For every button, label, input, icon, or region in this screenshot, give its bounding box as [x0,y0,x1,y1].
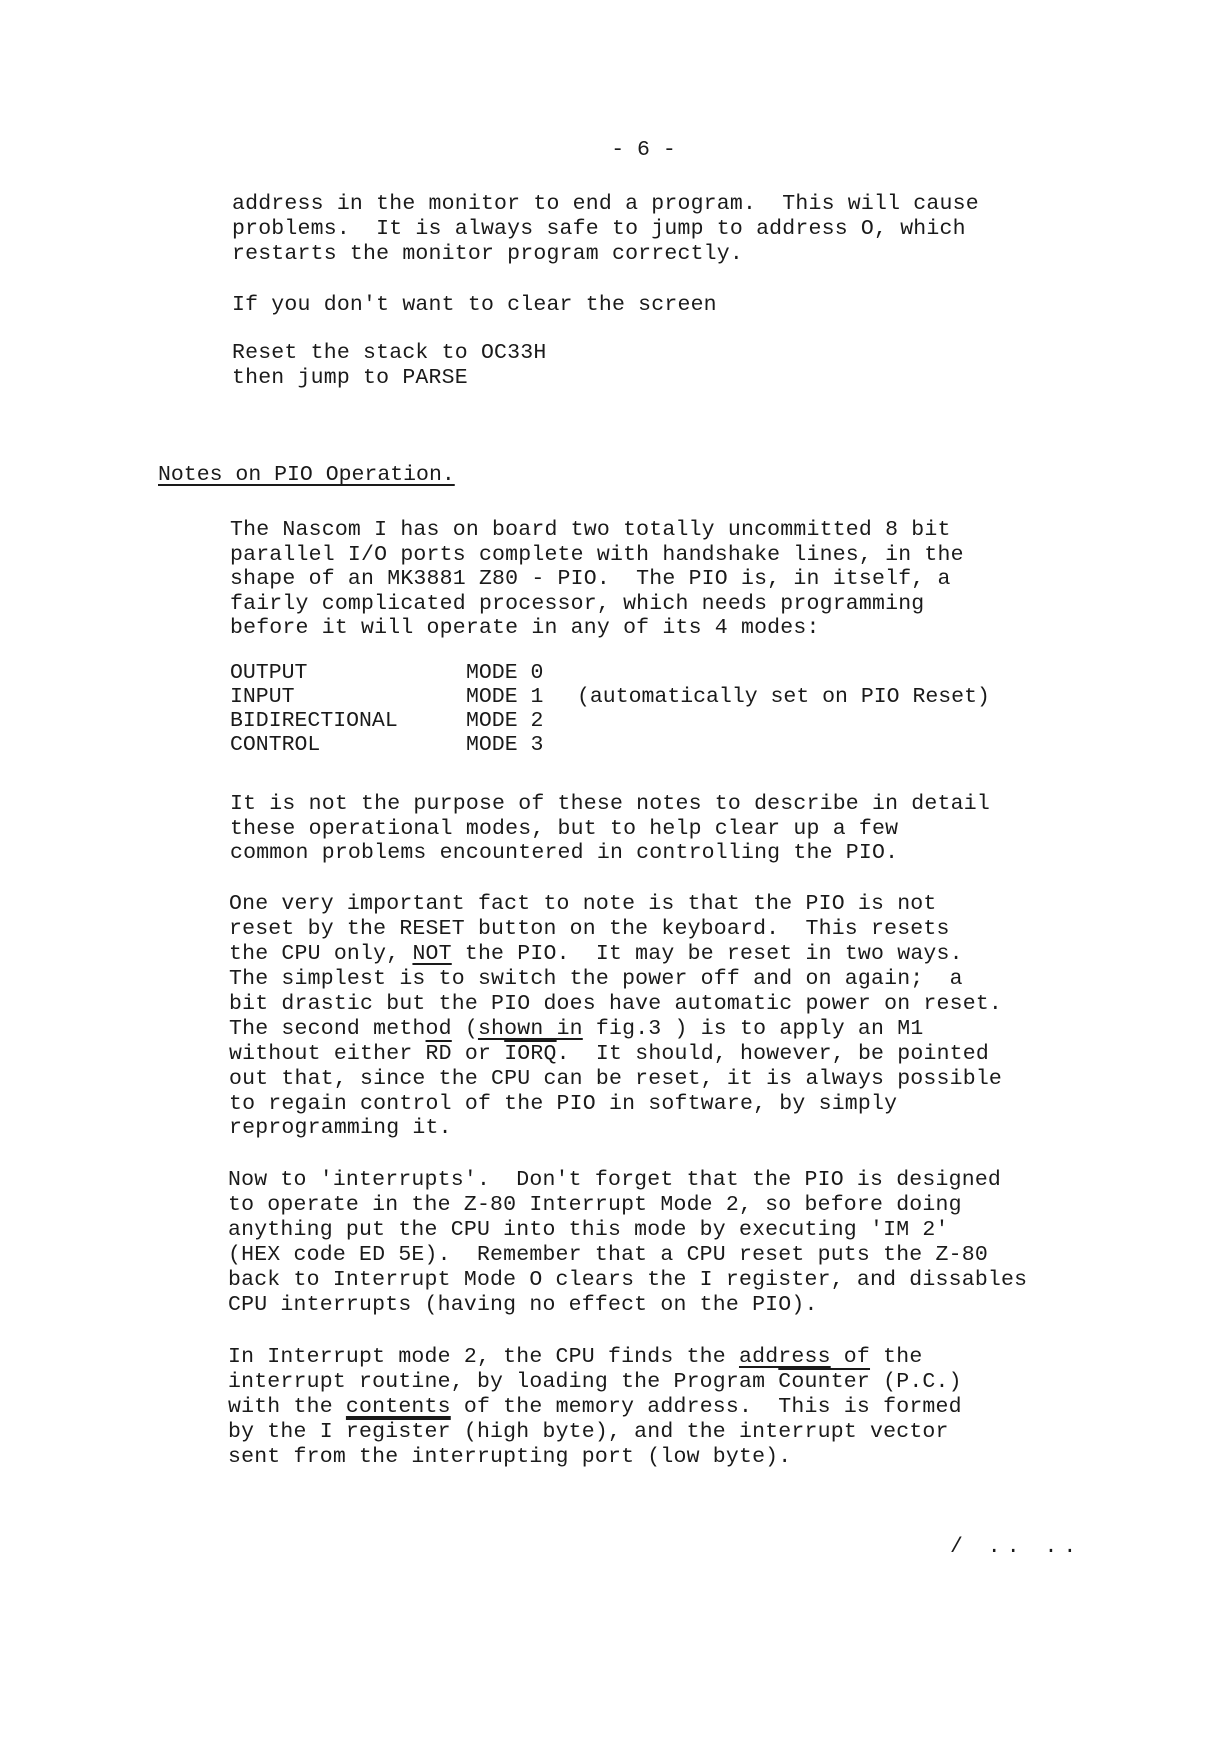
text-span: In Interrupt mode 2, the CPU finds the [228,1345,739,1369]
text-line: reprogramming it. [229,1116,452,1140]
text-line: anything put the CPU into this mode by executing 'IM 2' [228,1218,949,1242]
text-line: address in the monitor to end a program. This will cause [232,192,979,216]
text-span: without either [229,1042,426,1066]
clear-screen-note: If you don't want to clear the screen [232,293,717,317]
underlined-contents: contents [345,1395,451,1419]
table-row [230,685,990,709]
text-line [228,1345,922,1369]
text-line: before it will operate in any of its 4 modes: [230,616,820,640]
mode-name: CONTROL [230,733,321,757]
continuation-mark: / .. .. [950,1535,1083,1559]
text-line [229,1042,989,1066]
text-line [228,1370,962,1394]
mode-number: MODE 3 [466,733,544,757]
overlined-rd-signal: $\overline{RD}$ [425,1042,452,1066]
text-line: out that, since the CPU can be reset, it is always possible [229,1067,1003,1091]
text-line: fairly complicated processor, which needs programming [230,592,925,616]
mode-note [577,661,990,685]
table-row [230,733,990,757]
page-number: - 6 - [611,138,676,162]
text-line [228,1420,949,1444]
text-line: then jump to PARSE [232,366,468,390]
underlined-not: NOT [412,942,452,966]
text-span: of the memory address. This is formed [450,1395,962,1419]
text-span: the CPU only, [229,942,413,966]
text-line: It is not the purpose of these notes to describe in detail [230,792,990,816]
text-line: The Nascom I has on board two totally uncommitted 8 bit [230,518,951,542]
text-span: interrupt routine, by loading the Program [228,1370,779,1394]
text-span: The second method ( [229,1017,478,1041]
mode-name: INPUT [230,685,295,709]
mode-note [577,733,990,757]
text-line: these operational modes, but to help clear up a few [230,817,899,841]
text-span: (P.C.) [870,1370,962,1394]
text-span: the PIO. It may be reset in two ways. [451,942,963,966]
text-line: Reset the stack to OC33H [232,341,547,365]
mode-note [577,709,990,733]
mode-name: BIDIRECTIONAL [230,709,398,733]
text-line: bit drastic but the PIO does have automatic power on reset. [229,992,1003,1016]
table-row [230,709,990,733]
text-line: problems. It is always safe to jump to address O, which [232,217,966,241]
overlined-iorq-signal: IORQ [504,1042,557,1066]
underlined-shown-in: shown in [477,1017,583,1041]
text-line: parallel I/O ports complete with handshake lines, in the [230,543,964,567]
text-line: to operate in the Z-80 Interrupt Mode 2, so before doing [228,1193,962,1217]
text-line: reset by the RESET button on the keyboard. This resets [229,917,950,941]
text-line [229,942,963,966]
text-line [229,1017,923,1041]
text-span: . It should, however, be pointed [556,1042,989,1066]
text-line: back to Interrupt Mode O clears the I register, and dissables [228,1268,1028,1292]
text-span: or [451,1042,505,1066]
text-line: sent from the interrupting port (low byte). [228,1445,792,1469]
text-span: by the I [228,1420,346,1444]
mode-number: MODE 0 [466,661,544,685]
pio-modes-table [230,661,990,757]
text-line: to regain control of the PIO in software, by simply [229,1092,898,1116]
text-line: restarts the monitor program correctly. [232,242,743,266]
overlined-counter: Counter [778,1370,871,1394]
text-line: shape of an MK3881 Z80 - PIO. The PIO is, in itself, a [230,567,951,591]
text-span: (high byte), and the interrupt vector [450,1420,949,1444]
mode-number: MODE 1 [466,685,544,709]
text-span: fig.3 ) is to apply an M1 [582,1017,924,1041]
mode-number: MODE 2 [466,709,544,733]
text-line [228,1395,962,1419]
mode-name: OUTPUT [230,661,308,685]
text-line: CPU interrupts (having no effect on the PIO). [228,1293,818,1317]
text-line: The simplest is to switch the power off and on again; a [229,967,963,991]
underlined-address: address [738,1345,831,1369]
text-line: common problems encountered in controlling the PIO. [230,841,899,865]
mode-note: (automatically set on PIO Reset) [577,685,990,709]
text-span: of the [830,1345,923,1369]
section-heading: Notes on PIO Operation. [158,463,455,487]
overlined-register: register [345,1420,451,1444]
table-row [230,661,990,685]
text-line: One very important fact to note is that the PIO is not [229,892,937,916]
text-line: Now to 'interrupts'. Don't forget that the PIO is designed [228,1168,1002,1192]
text-span: with the [228,1395,346,1419]
text-line: (HEX code ED 5E). Remember that a CPU reset puts the Z-80 [228,1243,988,1267]
